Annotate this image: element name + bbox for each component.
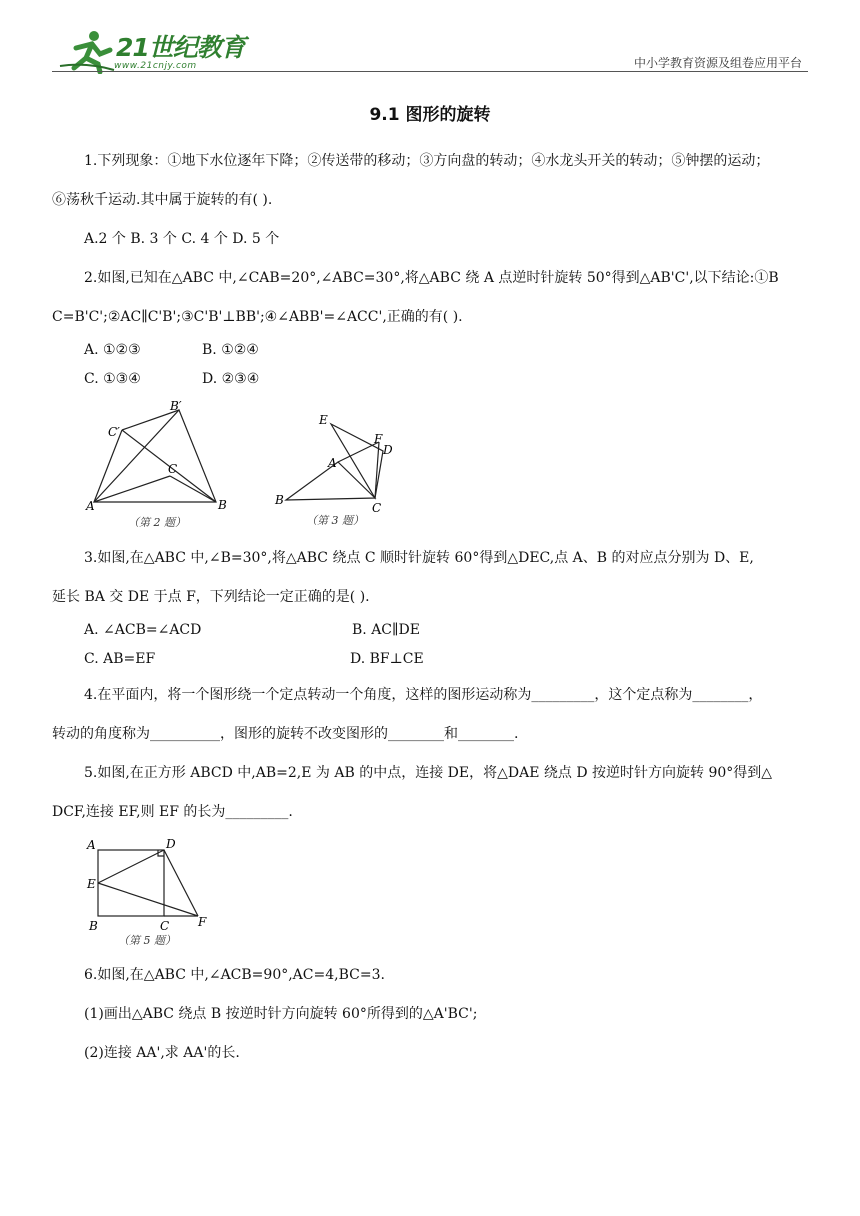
fig3-label-f: F	[374, 432, 383, 446]
fig2-label-c: C	[168, 462, 178, 476]
q4-line2: 转动的角度称为__________，图形的旋转不改变图形的________和________.	[52, 726, 519, 742]
fig3-caption: （第 3 题）	[306, 514, 364, 527]
fig3-label-a: A	[328, 456, 337, 470]
fig5-label-a: A	[87, 838, 96, 852]
figure-q3	[272, 404, 402, 536]
fig2-label-bp: B′	[170, 399, 182, 413]
fig2-caption: （第 2 题）	[128, 516, 186, 529]
figure-q2	[84, 396, 244, 536]
fig3-label-c: C	[372, 501, 382, 515]
q2-line1: 2.如图,已知在△ABC 中,∠CAB=20°,∠ABC=30°,将△ABC 绕 A 点逆时针旋转 50°得到△AB'C',以下结论:①B	[84, 270, 779, 286]
q2-option-d: D. ②③④	[202, 371, 260, 387]
fig3-label-b: B	[275, 493, 284, 507]
q1-options: A.2 个 B. 3 个 C. 4 个 D. 5 个	[84, 231, 280, 247]
fig5-label-f: F	[198, 915, 207, 929]
runner-logo-icon	[56, 28, 116, 74]
q1-line2: ⑥荡秋千运动.其中属于旋转的有( ).	[52, 192, 273, 208]
fig5-label-b: B	[89, 919, 98, 933]
q3-option-b: B. AC∥DE	[352, 622, 420, 638]
q2-option-c: C. ①③④	[84, 371, 141, 387]
q2-option-a: A. ①②③	[84, 342, 141, 358]
fig5-label-c: C	[160, 919, 170, 933]
q6-part2: (2)连接 AA',求 AA'的长.	[84, 1045, 240, 1061]
fig2-label-cp: C′	[108, 425, 120, 439]
logo-text: 21世纪教育	[116, 33, 245, 62]
q6-part1: (1)画出△ABC 绕点 B 按逆时针方向旋转 60°所得到的△A'BC';	[84, 1006, 478, 1022]
fig5-caption: （第 5 题）	[118, 934, 176, 947]
q3-line2: 延长 BA 交 DE 于点 F，下列结论一定正确的是( ).	[52, 589, 370, 605]
fig3-label-d: D	[383, 443, 393, 457]
fig5-label-d: D	[166, 837, 176, 851]
q5-line2: DCF,连接 EF,则 EF 的长为_________.	[52, 804, 293, 820]
q6-line1: 6.如图,在△ABC 中,∠ACB=90°,AC=4,BC=3.	[84, 967, 385, 983]
q3-option-a: A. ∠ACB=∠ACD	[84, 622, 202, 638]
figure-q5	[84, 834, 214, 954]
fig2-label-b: B	[218, 498, 227, 512]
fig5-label-e: E	[87, 877, 96, 891]
fig3-label-e: E	[319, 413, 328, 427]
site-logo	[56, 28, 256, 74]
q3-line1: 3.如图,在△ABC 中,∠B=30°,将△ABC 绕点 C 顺时针旋转 60°得到△DEC,点 A、B 的对应点分别为 D、E,	[84, 550, 754, 566]
q4-line1: 4.在平面内，将一个图形绕一个定点转动一个角度，这样的图形运动称为_________，这个定点称为________，	[84, 687, 763, 703]
q2-option-b: B. ①②④	[202, 342, 259, 358]
q1-line1: 1.下列现象：①地下水位逐年下降；②传送带的移动；③方向盘的转动；④水龙头开关的转动；⑤钟摆的运动；	[84, 153, 770, 169]
q2-line2: C=B'C';②AC∥C'B';③C'B'⊥BB';④∠ABB'=∠ACC',正确的有( ).	[52, 309, 463, 325]
header-divider	[52, 71, 808, 72]
page-title: 9.1 图形的旋转	[369, 105, 491, 125]
q5-line1: 5.如图,在正方形 ABCD 中,AB=2,E 为 AB 的中点，连接 DE，将△DAE 绕点 D 按逆时针方向旋转 90°得到△	[84, 765, 773, 781]
fig2-label-a: A	[86, 499, 95, 513]
platform-name: 中小学教育资源及组卷应用平台	[633, 56, 802, 70]
q3-option-c: C. AB=EF	[84, 651, 156, 667]
q3-option-d: D. BF⊥CE	[350, 651, 424, 667]
logo-url: www.21cnjy.com	[114, 61, 197, 71]
